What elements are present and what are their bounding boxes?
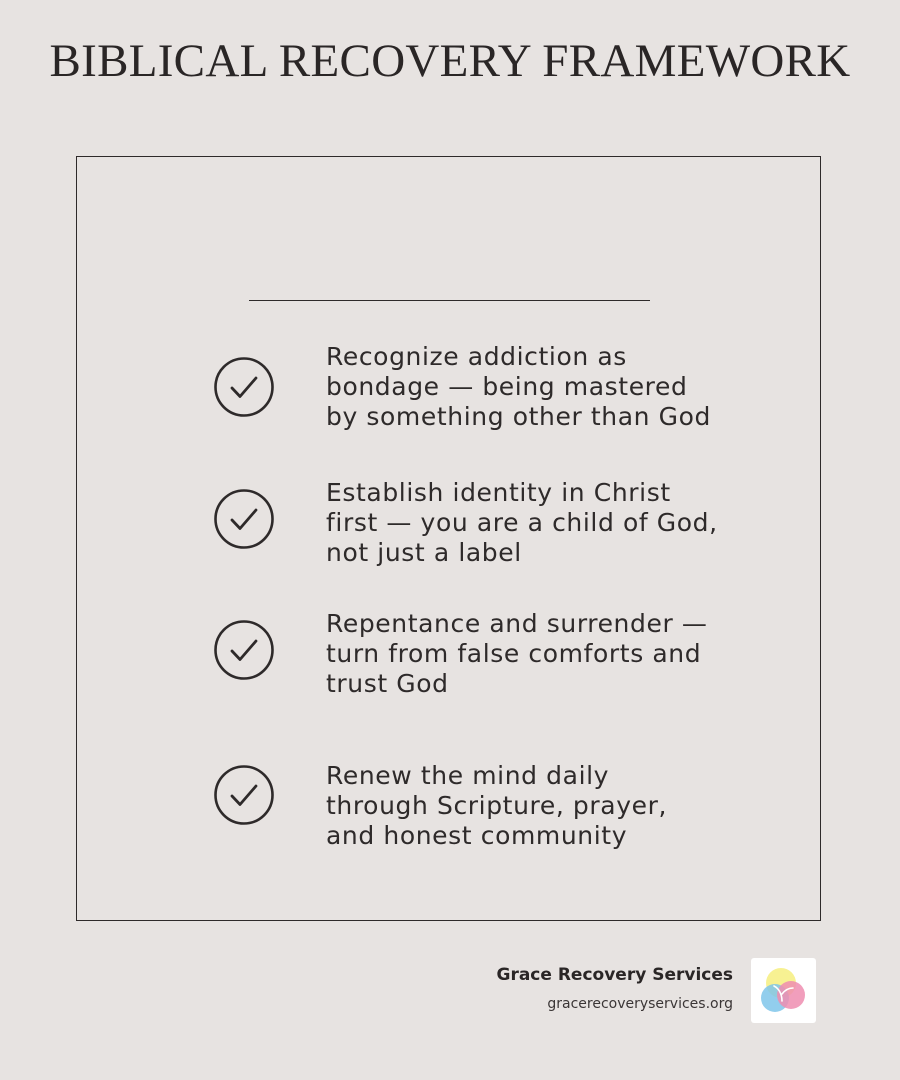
check-circle-icon	[213, 488, 275, 550]
checklist-item-1	[326, 342, 746, 432]
page-title: BIBLICAL RECOVERY FRAMEWORK	[49, 35, 851, 87]
checklist-item-2-line-3: not just a label	[326, 538, 522, 567]
checklist-item-4-line-3: and honest community	[326, 821, 628, 850]
brand-name: Grace Recovery Services	[496, 965, 733, 985]
checklist-item-4	[326, 761, 746, 851]
checklist-item-3-line-1: Repentance and surrender —	[326, 609, 708, 638]
checklist-item-3-line-2: turn from false comforts and	[326, 639, 702, 668]
overlapping-circles-logo-icon	[751, 958, 816, 1023]
checklist-item-3-line-3: trust God	[326, 669, 449, 698]
check-circle-icon	[213, 356, 275, 418]
checklist-item-4-line-2: through Scripture, prayer,	[326, 791, 668, 820]
checklist-item-1-line-3: by something other than God	[326, 402, 711, 431]
check-circle-icon	[213, 764, 275, 826]
checklist-item-2-line-1: Establish identity in Christ	[326, 478, 671, 507]
checklist-item-1-line-2: bondage — being mastered	[326, 372, 688, 401]
checklist-item-4-line-1: Renew the mind daily	[326, 761, 610, 790]
checklist-item-2	[326, 478, 746, 568]
brand-website-link[interactable]: gracerecoveryservices.org	[547, 996, 733, 1012]
brand-logo	[751, 958, 816, 1023]
checklist-item-3	[326, 609, 746, 699]
checklist-item-1-line-1: Recognize addiction as	[326, 342, 627, 371]
check-circle-icon	[213, 619, 275, 681]
card-divider	[249, 300, 650, 301]
checklist-item-2-line-2: first — you are a child of God,	[326, 508, 718, 537]
